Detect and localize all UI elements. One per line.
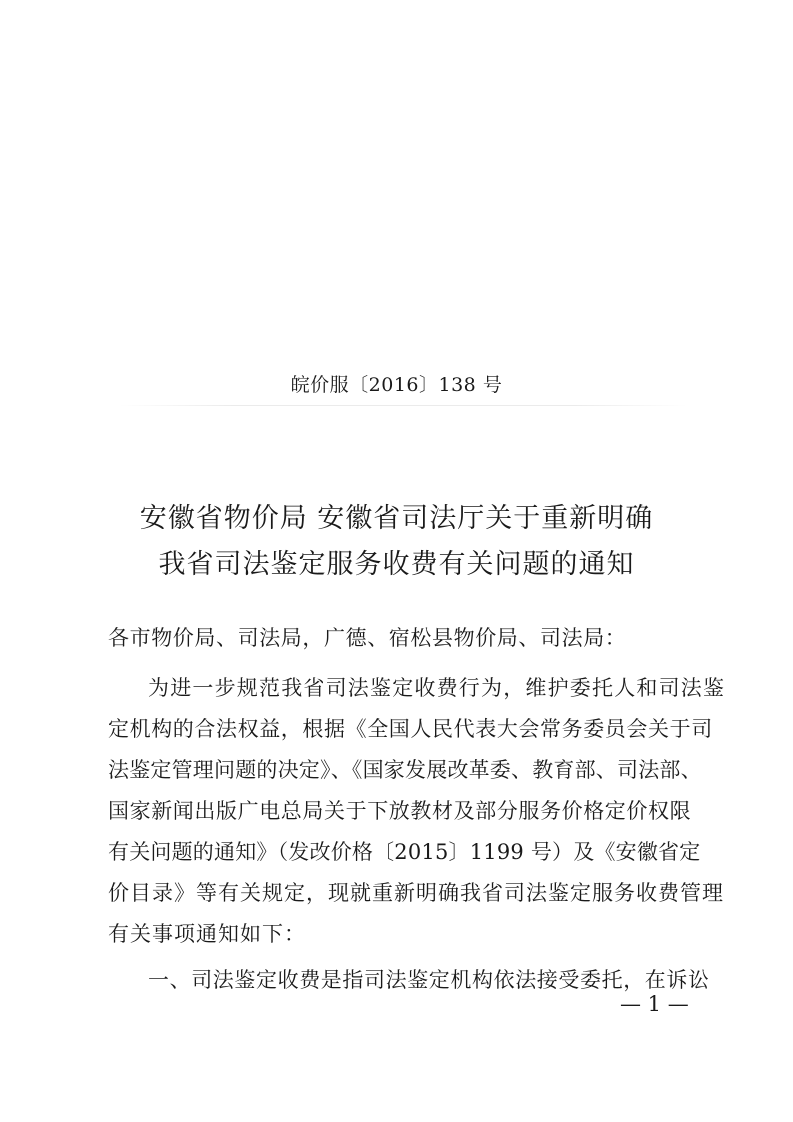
body-line-1: 为进一步规范我省司法鉴定收费行为，维护委托人和司法鉴 <box>148 676 726 700</box>
body-line-4: 国家新闻出版广电总局关于下放教材及部分服务价格定价权限 <box>108 799 692 823</box>
body-line-5: 有关问题的通知》（发改价格〔2015〕1199 号）及《安徽省定 <box>108 840 701 864</box>
body-line-2: 定机构的合法权益，根据《全国人民代表大会常务委员会关于司 <box>108 717 713 741</box>
page-number: — 1 — <box>620 992 689 1016</box>
body-line-6: 价目录》等有关规定，现就重新明确我省司法鉴定服务收费管理 <box>108 881 724 905</box>
document-number: 皖价服〔2016〕138 号 <box>290 374 503 396</box>
separator-line <box>118 405 688 406</box>
addressee: 各市物价局、司法局，广德、宿松县物价局、司法局： <box>108 626 627 650</box>
body-line-8: 一、司法鉴定收费是指司法鉴定机构依法接受委托，在诉讼 <box>148 968 710 992</box>
document-title-line-2: 我省司法鉴定服务收费有关问题的通知 <box>158 549 635 580</box>
body-line-3: 法鉴定管理问题的决定》、《国家发展改革委、教育部、司法部、 <box>108 758 702 782</box>
document-title-line-1: 安徽省物价局 安徽省司法厅关于重新明确 <box>139 503 654 534</box>
body-line-7: 有关事项通知如下： <box>108 922 306 946</box>
